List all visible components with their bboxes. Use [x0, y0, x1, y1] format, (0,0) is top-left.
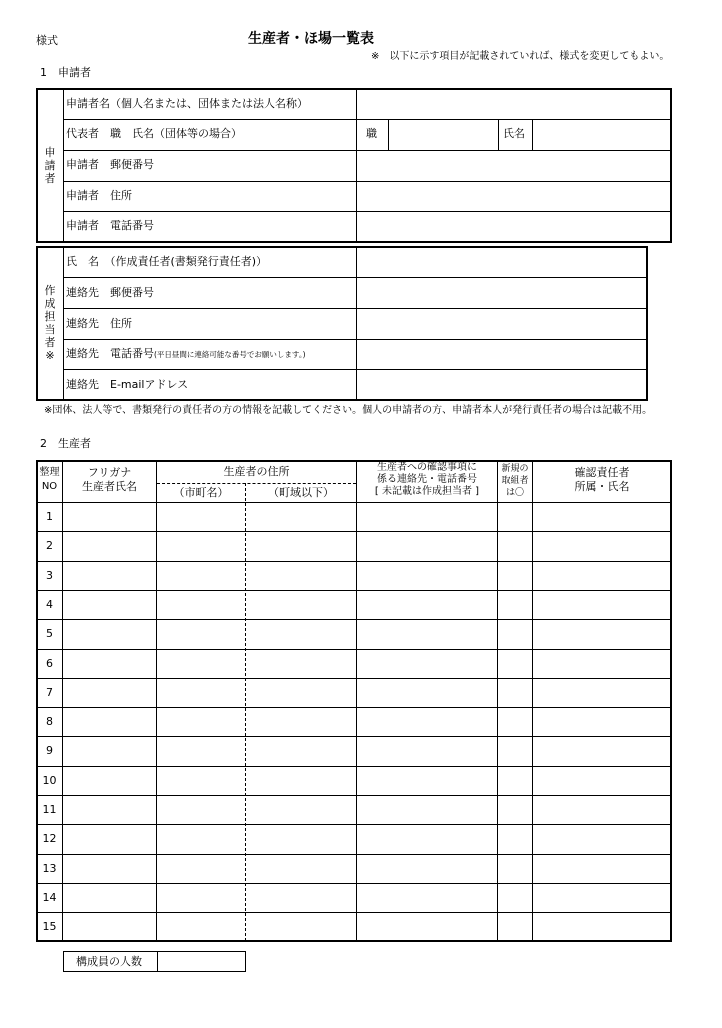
producer-town-cell[interactable]	[246, 884, 355, 911]
row-number: 6	[46, 657, 53, 670]
contact-email-field[interactable]	[358, 371, 646, 399]
contact-phone-field[interactable]	[358, 341, 646, 368]
preparer-name-label: 氏 名 （作成責任者(書類発行責任者)）	[66, 255, 268, 268]
producer-city-cell[interactable]	[157, 913, 244, 940]
contact-address-field[interactable]	[358, 310, 646, 338]
producer-new-cell[interactable]	[498, 562, 531, 589]
producer-town-cell[interactable]	[246, 679, 355, 706]
row-number: 5	[46, 627, 53, 640]
producer-responsible-cell[interactable]	[533, 562, 670, 589]
producer-city-cell[interactable]	[157, 650, 244, 677]
applicant-phone-label: 申請者 電話番号	[66, 219, 154, 232]
producer-responsible-cell[interactable]	[533, 620, 670, 647]
applicant-address-field[interactable]	[358, 183, 670, 210]
col-no-header: 整理 NO	[39, 467, 60, 492]
section-2-heading: 2 生産者	[40, 437, 91, 450]
producer-new-cell[interactable]	[498, 796, 531, 823]
producer-new-cell[interactable]	[498, 913, 531, 940]
producer-contact-cell[interactable]	[357, 825, 496, 852]
producer-responsible-cell[interactable]	[533, 855, 670, 882]
row-number: 14	[42, 891, 57, 904]
producer-town-cell[interactable]	[246, 591, 355, 618]
producer-new-cell[interactable]	[498, 503, 531, 530]
producer-responsible-cell[interactable]	[533, 796, 670, 823]
producer-town-cell[interactable]	[246, 825, 355, 852]
row-number: 12	[42, 832, 57, 845]
member-count-label: 構成員の人数	[76, 955, 142, 968]
producer-name-cell[interactable]	[63, 562, 155, 589]
producer-contact-cell[interactable]	[357, 884, 496, 911]
producer-responsible-cell[interactable]	[533, 708, 670, 735]
rep-name-label: 氏名	[503, 127, 525, 140]
producer-town-cell[interactable]	[246, 737, 355, 764]
col-contact-header: 生産者への確認事項に 係る連絡先・電話番号 [ 未記載は作成担当者 ]	[374, 462, 480, 497]
producer-contact-cell[interactable]	[357, 562, 496, 589]
producer-city-cell[interactable]	[157, 620, 244, 647]
producer-name-cell[interactable]	[63, 708, 155, 735]
row-number: 3	[46, 569, 53, 582]
producer-city-cell[interactable]	[157, 532, 244, 559]
producer-new-cell[interactable]	[498, 679, 531, 706]
preparer-side-label: 作 成 担 当 者 ※	[44, 284, 56, 362]
producer-contact-cell[interactable]	[357, 737, 496, 764]
producer-city-cell[interactable]	[157, 562, 244, 589]
producer-new-cell[interactable]	[498, 591, 531, 618]
row-number: 11	[42, 803, 57, 816]
row-number: 13	[42, 862, 57, 875]
form-label: 様式	[36, 34, 58, 47]
producer-new-cell[interactable]	[498, 737, 531, 764]
representative-label: 代表者 職 氏名（団体等の場合）	[66, 127, 242, 140]
applicant-side-label: 申 請 者	[44, 146, 56, 185]
producer-name-cell[interactable]	[63, 620, 155, 647]
producer-town-cell[interactable]	[246, 767, 355, 794]
col-town-header: （町域以下）	[268, 486, 334, 499]
rep-title-field[interactable]	[390, 121, 497, 149]
producer-city-cell[interactable]	[157, 591, 244, 618]
producer-responsible-cell[interactable]	[533, 767, 670, 794]
producer-city-cell[interactable]	[157, 679, 244, 706]
producer-town-cell[interactable]	[246, 796, 355, 823]
producer-name-cell[interactable]	[63, 913, 155, 940]
applicant-postal-label: 申請者 郵便番号	[66, 158, 154, 171]
producer-contact-cell[interactable]	[357, 532, 496, 559]
header-note: ※ 以下に示す項目が記載されていれば、様式を変更してもよい。	[371, 51, 670, 62]
producer-contact-cell[interactable]	[357, 855, 496, 882]
producer-city-cell[interactable]	[157, 708, 244, 735]
producer-responsible-cell[interactable]	[533, 679, 670, 706]
row-number: 4	[46, 598, 53, 611]
producer-city-cell[interactable]	[157, 796, 244, 823]
applicant-name-field[interactable]	[358, 90, 670, 118]
producer-town-cell[interactable]	[246, 620, 355, 647]
col-responsible-header: 確認責任者 所属・氏名	[574, 466, 630, 493]
producer-new-cell[interactable]	[498, 650, 531, 677]
applicant-phone-field[interactable]	[358, 213, 670, 241]
producer-responsible-cell[interactable]	[533, 913, 670, 940]
producer-town-cell[interactable]	[246, 503, 355, 530]
producer-responsible-cell[interactable]	[533, 591, 670, 618]
row-number: 15	[42, 920, 57, 933]
col-new-header: 新規の 取組者 は〇	[501, 464, 529, 498]
producer-name-cell[interactable]	[63, 884, 155, 911]
producer-contact-cell[interactable]	[357, 767, 496, 794]
producer-town-cell[interactable]	[246, 855, 355, 882]
producer-name-cell[interactable]	[63, 679, 155, 706]
row-number: 8	[46, 715, 53, 728]
contact-postal-field[interactable]	[358, 279, 646, 307]
producer-city-cell[interactable]	[157, 503, 244, 530]
producer-new-cell[interactable]	[498, 825, 531, 852]
producer-city-cell[interactable]	[157, 855, 244, 882]
applicant-postal-field[interactable]	[358, 152, 670, 180]
producer-city-cell[interactable]	[157, 884, 244, 911]
producer-name-cell[interactable]	[63, 532, 155, 559]
producer-contact-cell[interactable]	[357, 591, 496, 618]
col-city-header: （市町名）	[173, 486, 229, 499]
producer-town-cell[interactable]	[246, 562, 355, 589]
contact-email-label: 連絡先 E-mailアドレス	[66, 378, 189, 391]
producer-responsible-cell[interactable]	[533, 532, 670, 559]
producer-city-cell[interactable]	[157, 737, 244, 764]
producer-contact-cell[interactable]	[357, 679, 496, 706]
producer-town-cell[interactable]	[246, 913, 355, 940]
producer-town-cell[interactable]	[246, 532, 355, 559]
producer-new-cell[interactable]	[498, 708, 531, 735]
producer-contact-cell[interactable]	[357, 796, 496, 823]
applicant-name-label: 申請者名（個人名または、団体または法人名称）	[66, 97, 308, 110]
producer-name-cell[interactable]	[63, 737, 155, 764]
section-1-heading: 1 申請者	[40, 66, 91, 79]
producer-name-cell[interactable]	[63, 796, 155, 823]
producer-new-cell[interactable]	[498, 620, 531, 647]
producer-responsible-cell[interactable]	[533, 884, 670, 911]
row-number: 9	[46, 744, 53, 757]
producer-responsible-cell[interactable]	[533, 503, 670, 530]
producer-new-cell[interactable]	[498, 855, 531, 882]
producer-city-cell[interactable]	[157, 825, 244, 852]
row-number: 7	[46, 686, 53, 699]
producer-contact-cell[interactable]	[357, 913, 496, 940]
row-number: 2	[46, 539, 53, 552]
page-title: 生産者・ほ場一覧表	[248, 31, 374, 47]
producer-contact-cell[interactable]	[357, 620, 496, 647]
producer-city-cell[interactable]	[157, 767, 244, 794]
col-address-header: 生産者の住所	[223, 465, 290, 478]
producer-responsible-cell[interactable]	[533, 650, 670, 677]
producer-contact-cell[interactable]	[357, 650, 496, 677]
producer-new-cell[interactable]	[498, 767, 531, 794]
producer-new-cell[interactable]	[498, 532, 531, 559]
producer-name-cell[interactable]	[63, 591, 155, 618]
preparer-name-field[interactable]	[358, 248, 646, 276]
producer-new-cell[interactable]	[498, 884, 531, 911]
section-1-footnote: ※団体、法人等で、書類発行の責任者の方の情報を記載してください。個人の申請者の方、申請者本人が発行責任者の場合は記載不用。	[44, 405, 653, 416]
member-count-field[interactable]	[158, 952, 245, 971]
producer-town-cell[interactable]	[246, 708, 355, 735]
row-number: 10	[42, 774, 57, 787]
producer-name-cell[interactable]	[63, 767, 155, 794]
contact-postal-label: 連絡先 郵便番号	[66, 286, 154, 299]
contact-phone-label: 連絡先 電話番号(平日昼間に連絡可能な番号でお願いします。)	[66, 347, 306, 360]
rep-title-label: 職	[366, 127, 377, 140]
rep-name-field[interactable]	[534, 121, 670, 149]
col-name-header: フリガナ 生産者氏名	[82, 466, 137, 493]
producer-town-cell[interactable]	[246, 650, 355, 677]
producer-responsible-cell[interactable]	[533, 737, 670, 764]
row-number: 1	[46, 510, 53, 523]
producer-name-cell[interactable]	[63, 503, 155, 530]
producer-name-cell[interactable]	[63, 825, 155, 852]
producer-name-cell[interactable]	[63, 855, 155, 882]
producer-contact-cell[interactable]	[357, 503, 496, 530]
producer-contact-cell[interactable]	[357, 708, 496, 735]
contact-address-label: 連絡先 住所	[66, 317, 132, 330]
applicant-address-label: 申請者 住所	[66, 189, 132, 202]
producer-name-cell[interactable]	[63, 650, 155, 677]
phone-note: (平日昼間に連絡可能な番号でお願いします。)	[154, 350, 306, 359]
producer-responsible-cell[interactable]	[533, 825, 670, 852]
